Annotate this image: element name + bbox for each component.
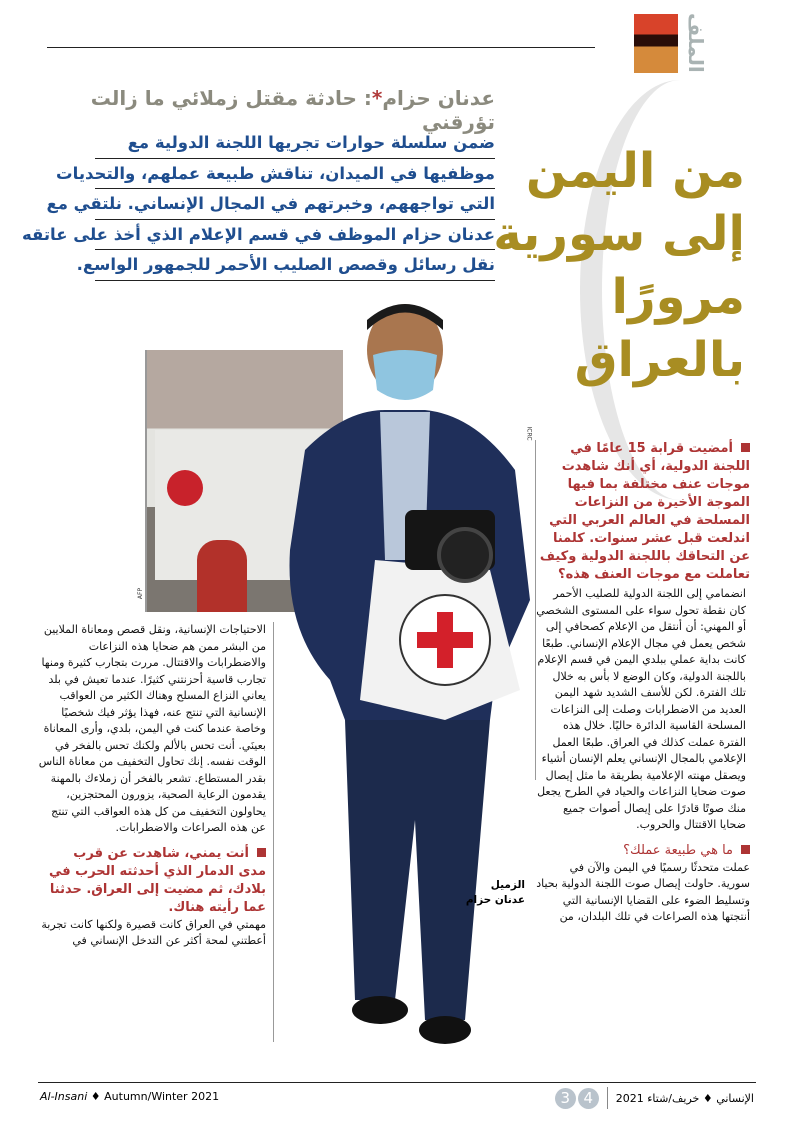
footer-rule (38, 1082, 756, 1083)
subtitle-name: عدنان حزام (382, 86, 495, 110)
diamond-separator-icon: ♦ (90, 1090, 101, 1103)
main-photo-credit: ICRC (525, 426, 533, 441)
page-number (555, 1088, 599, 1109)
intro-line: نقل رسائل وقصص الصليب الأحمر للجمهور الواسع. (95, 250, 495, 281)
diamond-separator-icon: ♦ (702, 1091, 713, 1105)
subtitle-rest: : حادثة مقتل زملائي ما زالت تؤرقني (90, 86, 495, 134)
page-number-digit: 4 (578, 1088, 599, 1109)
face-mask (373, 350, 437, 400)
title-line: إلى سورية (493, 206, 745, 262)
question-text: أمضيت قرابة 15 عامًا في اللجنة الدولية، أي أنك شاهدت موجات عنف مختلفة بما فيها الموجة الأخيرة من النزاعات المسلحة في العالم العربي التي اندلعت قبل عشر سنوات. كلمنا عن التحاقك باللجنة الدولية وكيف تعاملت مع موجات العنف هذه؟ (539, 441, 750, 582)
subtitle-star: * (371, 86, 383, 110)
article-title (493, 140, 745, 392)
intro-paragraph (21, 128, 495, 281)
inset-photo-credit: AFP (137, 587, 145, 600)
section-logo-image (634, 14, 678, 73)
top-rule (47, 47, 595, 48)
trousers (345, 720, 490, 1020)
footer-right (555, 1087, 754, 1109)
question (535, 440, 750, 584)
caption-line: عدنان حزام (465, 894, 525, 906)
answer-paragraph: انضمامي إلى اللجنة الدولية للصليب الأحمر كان نقطة تحول سواء على المستوى الشخصي أو المهني: أن أنتقل من الإعلام كصحافي إلى شخص يعمل في مجال الإعلام الإنساني. طبعًا كانت بداية عملي ببلدي اليمن في قسم الإعلام باللجنة الدولية، وكان الوضع لا بأس به خلال تلك الفترة. لكن للأسف الشديد شهد اليمن العديد من الاضطرابات وصلت إلى النزاعات المسلحة القاسية الدائرة حاليًا. خلال هذه الفترة عملت كذلك في العراق. طبعًا العمل الإعلامي بالمجال الإنساني يعلم الإنسان أشياء ويصقل مهنته الإعلامية بطريقة ما مثل إيصال صوت ضحايا النزاعات والحياد في الطرح يجعل منك صوتًا قادرًا على إيصال أصوات جميع ضحايا الاقتتال والحروب. (536, 587, 746, 831)
shoe (419, 1016, 471, 1044)
intro-line: ضمن سلسلة حوارات تجريها اللجنة الدولية مع (95, 128, 495, 159)
column-rule (273, 622, 274, 1042)
answer-paragraph: مهمتي في العراق كانت قصيرة ولكنها كانت تجربة أعطتني لمحة أكثر عن التدخل الإنساني في (41, 917, 266, 947)
answer-paragraph: الاحتياجات الإنسانية، ونقل قصص ومعاناة الملايين من البشر ممن هم ضحايا هذه النزاعات والاضطرابات والاقتتال. مررت بتجارب كثيرة ومنها تجارب قاسية أحزنتني كثيرًا. عندما تعيش في بلد يعاني النزاع المسلح وهناك الكثير من العواقب الإنسانية التي تنتج عنه، فهذا يؤثر فيك شخصيًا وخاصة عندما كنت في اليمن، بلدي، وأرى المعاناة بعينَي. أنت تحس بالألم ولكنك تحس بالفخر في الوقت نفسه. إنك تحاول التخفيف من معاناة الناس بقدر المستطاع. تشعر بالفخر أن زملاءك بالمهنة يقدمون الرعاية الصحية، يزورون المحتجزين، يحاولون التخفيف من كل هذه العواقب التي تنتج عن هذه الصراعات والاضطرابات. (38, 623, 266, 834)
footer-right-text (616, 1092, 754, 1105)
page-number-digit: 3 (555, 1088, 576, 1109)
footer-left (40, 1090, 219, 1103)
shoe (352, 996, 408, 1024)
answer-paragraph: عملت متحدثًا رسميًا في اليمن والآن في سورية. حاولت إيصال صوت اللجنة الدولية بحياد وتسليط الضوء على القضايا الإنسانية التي أنتجتها هذه الصراعات في تلك البلدان، من (536, 860, 750, 923)
section-label: الملف (684, 13, 708, 73)
caption-line: الزميل (490, 879, 525, 891)
question-text: ما هي طبيعة عملك؟ (623, 842, 733, 858)
left-column (38, 622, 266, 950)
title-line: مرورًا (611, 269, 745, 325)
main-photo-adnan-hazzam (285, 300, 530, 1045)
square-bullet-icon (257, 848, 266, 857)
camera-lens (439, 529, 491, 581)
square-bullet-icon (741, 443, 750, 452)
magazine-name-ar: الإنساني (716, 1091, 754, 1105)
title-line: من اليمن (525, 143, 745, 199)
question-text: أنت يمني، شاهدت عن قرب مدى الدمار الذي أحدثته الحرب في بلادك، ثم مضيت إلى العراق. حدثنا عما رأيته هناك. (48, 845, 266, 915)
footer-divider (607, 1087, 608, 1109)
article-subtitle (35, 86, 495, 134)
question (535, 842, 750, 860)
red-crescent-emblem (167, 470, 203, 506)
intro-line: موظفيها في الميدان، تناقش طبيعة عملهم، والتحديات (95, 159, 495, 190)
intro-line: التي تواجههم، وخبرتهم في المجال الإنساني. نلتقي مع (95, 189, 495, 220)
photo-caption (440, 878, 525, 908)
issue-label: Autumn/Winter 2021 (104, 1090, 220, 1103)
square-bullet-icon (741, 845, 750, 854)
magazine-name: Al-Insani (40, 1090, 88, 1103)
right-column (535, 440, 750, 926)
question (38, 845, 266, 917)
child-figure (197, 540, 247, 612)
issue-label-ar: خريف/شتاء 2021 (615, 1091, 700, 1105)
title-line: بالعراق (574, 332, 745, 388)
red-cross-horizontal (417, 632, 473, 648)
intro-line: عدنان حزام الموظف في قسم الإعلام الذي أخذ على عاتقه (95, 220, 495, 251)
